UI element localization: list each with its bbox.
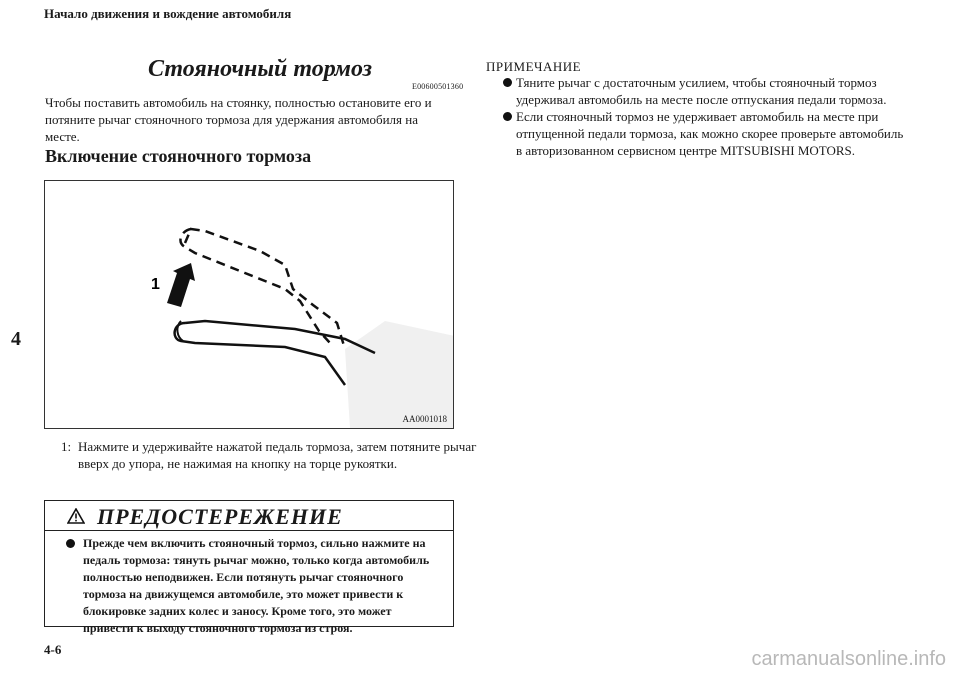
title-code: E00600501360 <box>412 82 464 91</box>
page-number: 4-6 <box>44 642 62 657</box>
note-item-text: Если стояночный тормоз не удерживает автомобиль на месте при отпущенной педали тормоза, как можно скорее проверьте автомобиль в авторизованном сервисном центре MITSUBISHI MOTORS. <box>516 109 904 158</box>
intro-paragraph: Чтобы поставить автомобиль на стоянку, полностью остановите его и потяните рычаг стояночного тормоза для удержания автомобиля на месте. <box>45 95 432 144</box>
section-subheading: Включение стояночного тормоза <box>45 146 312 166</box>
note-item-text: Тяните рычаг с достаточным усилием, чтобы стояночный тормоз удерживал автомобиль на месте после отпускания педали тормоза. <box>516 75 887 107</box>
page-title: Стояночный тормоз <box>148 56 373 82</box>
figure-callout: 1 <box>151 276 160 293</box>
warning-item <box>55 535 443 637</box>
note-label: ПРИМЕЧАНИЕ <box>486 59 582 74</box>
caption-number: 1: <box>61 439 72 454</box>
note-item <box>486 74 906 108</box>
warning-body <box>55 535 443 637</box>
running-header: Начало движения и вождение автомобиля <box>44 6 292 21</box>
chapter-tab: 4 <box>0 316 32 362</box>
warning-title: ПРЕДОСТЕРЕЖЕНИЕ <box>97 504 343 529</box>
warning-item-text: Прежде чем включить стояночный тормоз, сильно нажмите на педаль тормоза: тянуть рычаг можно, только когда автомобиль полностью неподвижен. Если потянуть рычаг стояночного тормоза на движущемся автомобиле, это может привести к блокировке задних колес и заносу. Кроме того, это может привести к выходу стояночного тормоза из строя. <box>83 536 430 635</box>
caption-text: Нажмите и удерживайте нажатой педаль тормоза, затем потяните рычаг вверх до упора, не нажимая на кнопку на торце рукоятки. <box>78 439 477 471</box>
note-item <box>486 108 906 159</box>
warning-box <box>44 500 454 635</box>
bullet-icon <box>503 112 512 121</box>
figure-code: AA0001018 <box>402 414 447 424</box>
parking-brake-illustration <box>45 181 453 428</box>
note-list <box>486 74 906 159</box>
arrow-up-icon <box>167 263 195 307</box>
warning-triangle-icon <box>67 508 85 524</box>
bullet-icon <box>503 78 512 87</box>
parking-brake-figure <box>44 180 454 429</box>
watermark: carmanualsonline.info <box>751 648 946 670</box>
warning-header <box>45 501 453 531</box>
bullet-icon <box>66 539 75 548</box>
